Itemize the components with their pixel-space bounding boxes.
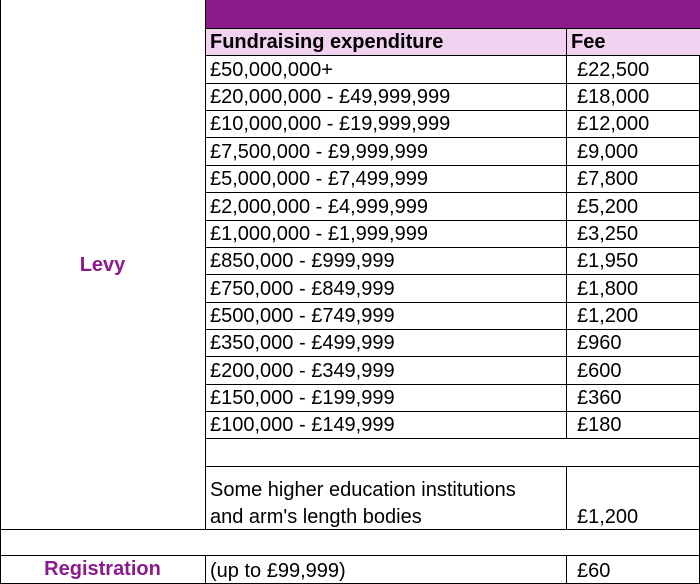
range-cell: £20,000,000 - £49,999,999 xyxy=(210,86,451,108)
expenditure-header: Fundraising expenditure xyxy=(210,31,444,53)
range-cell: £2,000,000 - £4,999,999 xyxy=(210,196,428,218)
header-band xyxy=(206,0,700,28)
fee-cell: £7,800 xyxy=(577,168,639,190)
range-cell: £150,000 - £199,999 xyxy=(210,387,395,409)
range-cell: £5,000,000 - £7,499,999 xyxy=(210,168,428,190)
row-line xyxy=(206,466,700,467)
fee-cell: £9,000 xyxy=(577,141,639,163)
registration-fee: £60 xyxy=(577,560,611,582)
row-line xyxy=(206,329,700,330)
fee-column-divider-lower xyxy=(566,466,567,529)
row-line xyxy=(206,384,700,385)
fee-column-divider-bottom xyxy=(566,555,567,584)
fee-cell: £600 xyxy=(577,360,622,382)
row-line xyxy=(206,411,700,412)
row-line xyxy=(206,28,700,29)
row-line xyxy=(206,192,700,193)
fee-cell: £5,200 xyxy=(577,196,639,218)
levy-label: Levy xyxy=(79,254,126,276)
fee-cell: £12,000 xyxy=(577,113,650,135)
fee-cell: £1,800 xyxy=(577,278,639,300)
fee-cell: £1,950 xyxy=(577,250,639,272)
row-line xyxy=(206,247,700,248)
fee-cell: £1,200 xyxy=(577,305,639,327)
fee-cell: £18,000 xyxy=(577,86,650,108)
range-cell: £750,000 - £849,999 xyxy=(210,278,395,300)
row-line xyxy=(206,55,700,56)
row-line xyxy=(206,165,700,166)
row-line xyxy=(206,438,700,439)
range-cell: £200,000 - £349,999 xyxy=(210,360,395,382)
special-row-line1: Some higher education institutions xyxy=(210,479,516,501)
registration-range: (up to £99,999) xyxy=(210,560,346,582)
fee-header: Fee xyxy=(571,31,606,53)
fee-cell: £360 xyxy=(577,387,622,409)
row-line xyxy=(206,220,700,221)
fee-cell: £22,500 xyxy=(577,59,650,81)
label-column-divider xyxy=(205,0,206,529)
row-line xyxy=(0,555,700,556)
range-cell: £50,000,000+ xyxy=(210,59,333,81)
row-line xyxy=(206,302,700,303)
range-cell: £1,000,000 - £1,999,999 xyxy=(210,223,428,245)
fee-cell: £180 xyxy=(577,414,622,436)
row-line xyxy=(206,83,700,84)
range-cell: £100,000 - £149,999 xyxy=(210,414,395,436)
fee-column-divider xyxy=(566,28,567,438)
row-line xyxy=(206,110,700,111)
row-line xyxy=(206,274,700,275)
range-cell: £850,000 - £999,999 xyxy=(210,250,395,272)
special-row-fee: £1,200 xyxy=(577,506,639,528)
range-cell: £7,500,000 - £9,999,999 xyxy=(210,141,428,163)
range-cell: £350,000 - £499,999 xyxy=(210,332,395,354)
special-row-line2: and arm's length bodies xyxy=(210,506,422,528)
range-cell: £10,000,000 - £19,999,999 xyxy=(210,113,451,135)
fee-cell: £3,250 xyxy=(577,223,639,245)
range-cell: £500,000 - £749,999 xyxy=(210,305,395,327)
registration-label: Registration xyxy=(44,558,161,580)
row-line xyxy=(206,137,700,138)
fee-cell: £960 xyxy=(577,332,622,354)
row-line xyxy=(0,529,700,530)
row-line xyxy=(206,356,700,357)
label-column-divider-bottom xyxy=(205,555,206,584)
